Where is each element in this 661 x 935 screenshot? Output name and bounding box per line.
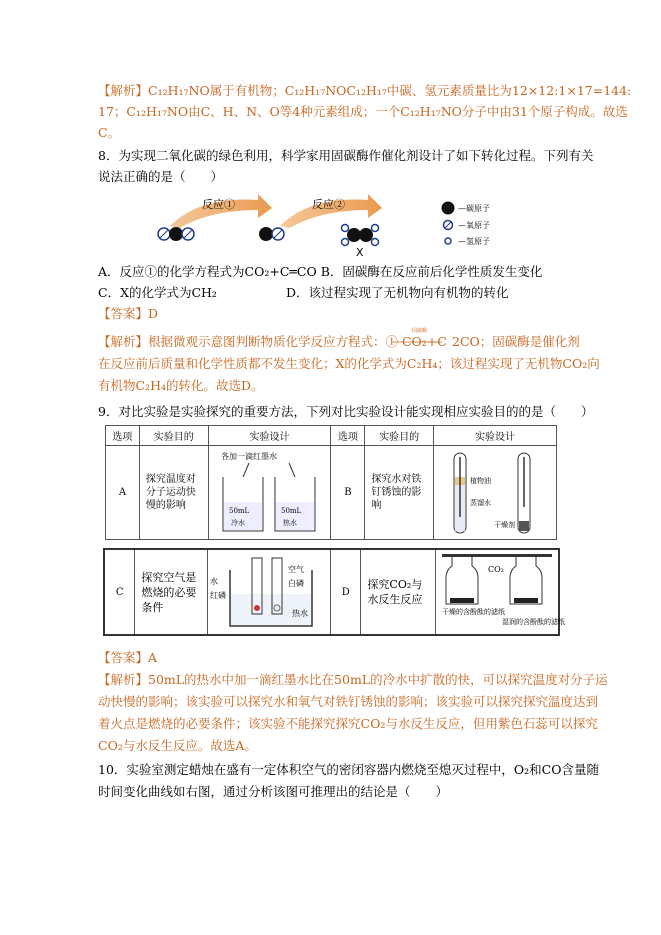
analysis-8-line: 2CO；固碳酶是催化剂 — [452, 334, 580, 349]
answer-9: 【答案】A — [98, 650, 158, 665]
co-molecule — [259, 227, 284, 241]
option-label: C — [104, 549, 135, 635]
legend-label: —碳原子 — [458, 204, 490, 213]
co2-molecule — [158, 227, 194, 241]
svg-text:冷水: 冷水 — [230, 518, 245, 527]
svg-text:红磷: 红磷 — [209, 591, 226, 600]
purpose-b: 探究水对铁钉锈蚀的影响 — [365, 446, 434, 540]
legend-label: —氢原子 — [458, 237, 490, 246]
legend-label: —氧原子 — [458, 221, 490, 230]
analysis-8-line: 有机物C₂H₄的转化。故选D。 — [98, 378, 264, 393]
reaction-1-label: 反应① — [202, 198, 235, 211]
option-c: C．X的化学式为CH₂ — [98, 285, 217, 300]
question-10-stem: 时间变化曲线如右图，通过分析该图可推理出的结论是（ ） — [98, 784, 449, 799]
analysis-9-line: 动快慢的影响；该实验可以探究水和氧气对铁钉锈蚀的影响；该实验可以探究探究温度达到 — [98, 694, 599, 709]
svg-text:湿润的含酚酞的滤纸: 湿润的含酚酞的滤纸 — [501, 618, 565, 626]
table-header: 实验设计 — [208, 426, 331, 446]
design-b — [434, 446, 557, 540]
question-10-stem: 10．实验室测定蜡烛在盛有一定体积空气的密闭容器内燃烧至熄灭过程中，O₂和CO含量随 — [98, 762, 599, 777]
option-d: D．该过程实现了无机物向有机物的转化 — [286, 285, 509, 300]
table-header: 实验目的 — [139, 426, 208, 446]
x-label: X — [356, 246, 364, 259]
svg-text:空气: 空气 — [287, 565, 304, 574]
svg-text:白磷: 白磷 — [287, 579, 304, 588]
option-label: A — [106, 446, 140, 540]
svg-text:50mL: 50mL — [280, 506, 301, 515]
svg-text:水: 水 — [209, 577, 218, 586]
reaction-condition: 固碳酶 — [412, 328, 428, 334]
option-label: D — [330, 549, 360, 635]
hydrogen-atom-icon — [445, 238, 451, 244]
analysis-8-line: 【解析】根据微观示意图判断物质化学反应方程式：① CO₂+C — [98, 334, 447, 349]
table-header: 选项 — [331, 426, 365, 446]
analysis-9-line: 着火点是燃烧的必要条件；该实验不能探究探究CO₂与水反生反应，但用紫色石蕊可以探究 — [98, 716, 598, 731]
experiment-table — [105, 425, 557, 540]
purpose-d: 探究CO₂与水反生反应 — [361, 549, 436, 635]
analysis-line: 【解析】C₁₂H₁₇NO属于有机物；C₁₂H₁₇NOC₁₂H₁₇中碳、氢元素质量比为12×12:1×17=144: — [98, 83, 632, 98]
svg-text:植物油: 植物油 — [470, 476, 492, 485]
table-header: 实验目的 — [365, 426, 434, 446]
analysis-9-line: CO₂与水反生反应。故选A。 — [98, 738, 257, 753]
option-a-b: A．反应①的化学方程式为CO₂+C═CO B．固碳酶在反应前后化学性质发生变化 — [98, 264, 543, 279]
table-header: 实验设计 — [434, 426, 557, 446]
reaction-2-label: 反应② — [312, 198, 345, 211]
answer-8: 【答案】D — [98, 306, 159, 321]
analysis-9-line: 【解析】50mL的热水中加一滴红墨水比在50mL的冷水中扩散的快，可以探究温度对分子运 — [98, 672, 608, 687]
design-a — [208, 446, 331, 540]
experiment-table-lower — [103, 548, 565, 636]
carbon-atom-icon — [442, 202, 455, 215]
question-9-stem: 9．对比实验是实验探究的重要方法，下列对比实验设计能实现相应实验目的的是（ ） — [98, 404, 594, 419]
svg-text:CO₂: CO₂ — [487, 565, 504, 574]
analysis-8-line: 在反应前后质量和化学性质都不发生变化；X的化学式为C₂H₄；该过程实现了无机物CO₂向 — [98, 356, 600, 371]
svg-text:干燥的含酚酞的滤纸: 干燥的含酚酞的滤纸 — [441, 608, 505, 616]
equation-arrow — [392, 338, 448, 346]
purpose-c: 探究空气是燃烧的必要条件 — [135, 549, 208, 635]
x-molecule — [342, 225, 379, 246]
design-a-note: 各加一滴红墨水 — [220, 451, 277, 461]
option-label: B — [331, 446, 365, 540]
svg-text:干燥剂: 干燥剂 — [494, 520, 516, 529]
analysis-line: C。 — [98, 125, 121, 140]
atom-legend — [440, 200, 530, 250]
svg-text:蒸馏水: 蒸馏水 — [470, 498, 492, 507]
design-d — [435, 549, 565, 635]
analysis-line: 17；C₁₂H₁₇NO由C、H、N、O等4种元素组成；一个C₁₂H₁₇NO分子中由31个原子构成。故选 — [98, 104, 628, 119]
design-c — [207, 549, 330, 635]
question-8-stem: 8．为实现二氧化碳的绿色利用，科学家用固碳酶作催化剂设计了如下转化过程。下列有关 — [98, 148, 594, 163]
question-8-stem: 说法正确的是（ ） — [98, 169, 224, 184]
svg-text:50mL: 50mL — [228, 506, 249, 515]
svg-text:热水: 热水 — [282, 518, 297, 527]
purpose-a: 探究温度对分子运动快慢的影响 — [139, 446, 208, 540]
table-header: 选项 — [106, 426, 140, 446]
svg-text:热水: 热水 — [291, 609, 308, 618]
